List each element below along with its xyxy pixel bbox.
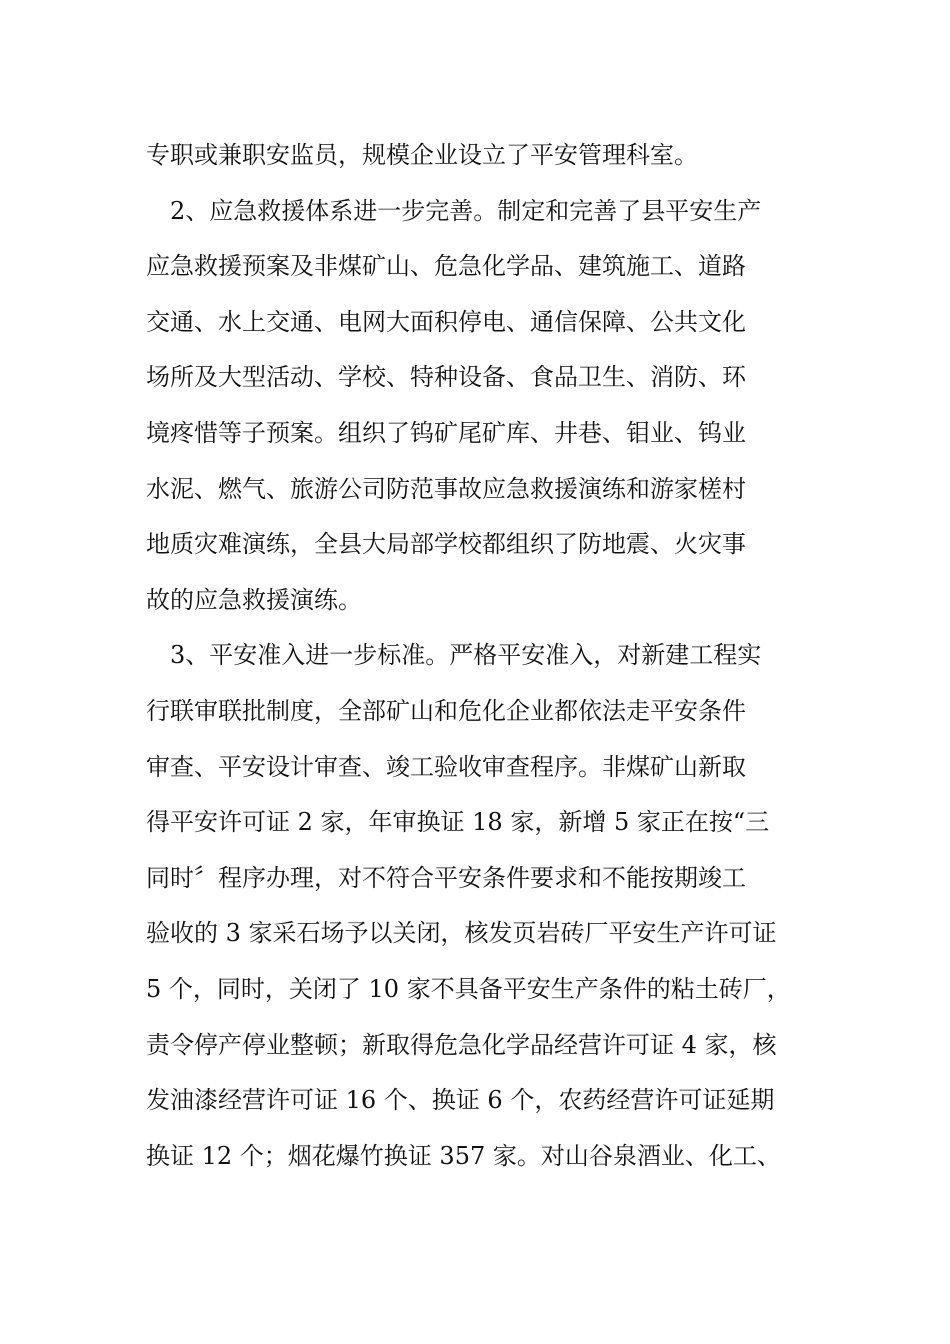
text-line: 应急救援预案及非煤矿山、危急化学品、建筑施工、道路 [146, 252, 746, 281]
text-line: 同时〞程序办理，对不符合平安条件要求和不能按期竣工 [146, 863, 746, 892]
text-line: 责令停产停业整顿；新取得危急化学品经营许可证 4 家，核 [146, 1030, 777, 1059]
text-line: 行联审联批制度，全部矿山和危化企业都依法走平安条件 [146, 696, 746, 725]
text-line: 审查、平安设计审查、竣工验收审查程序。非煤矿山新取 [146, 752, 746, 781]
text-line: 交通、水上交通、电网大面积停电、通信保障、公共文化 [146, 307, 746, 336]
text-line: 发油漆经营许可证 16 个、换证 6 个，农药经营许可证延期 [146, 1086, 775, 1115]
text-line: 故的应急救援演练。 [146, 585, 362, 614]
text-line: 境疼惜等子预案。组织了钨矿尾矿库、井巷、钼业、钨业 [146, 418, 746, 447]
text-line: 水泥、燃气、旅游公司防范事故应急救援演练和游家槎村 [146, 474, 746, 503]
text-line: 换证 12 个；烟花爆竹换证 357 家。对山谷泉酒业、化工、 [146, 1141, 781, 1170]
text-line: 专职或兼职安监员，规模企业设立了平安管理科室。 [146, 141, 698, 169]
paragraph-3-start: 3、平安准入进一步标准。严格平安准入，对新建工程实 [170, 641, 762, 670]
text-line: 得平安许可证 2 家，年审换证 18 家，新增 5 家正在按“三 [146, 808, 770, 837]
text-line: 地质灾难演练，全县大局部学校都组织了防地震、火灾事 [146, 530, 746, 559]
body-text [146, 131, 826, 1187]
text-line: 场所及大型活动、学校、特种设备、食品卫生、消防、环 [146, 363, 746, 392]
text-line: 验收的 3 家采石场予以关闭，核发页岩砖厂平安生产许可证 [146, 919, 777, 948]
text-line: 5 个，同时，关闭了 10 家不具备平安生产条件的粘土砖厂， [146, 974, 791, 1003]
paragraph-2-start: 2、应急救援体系进一步完善。制定和完善了县平安生产 [170, 196, 762, 225]
